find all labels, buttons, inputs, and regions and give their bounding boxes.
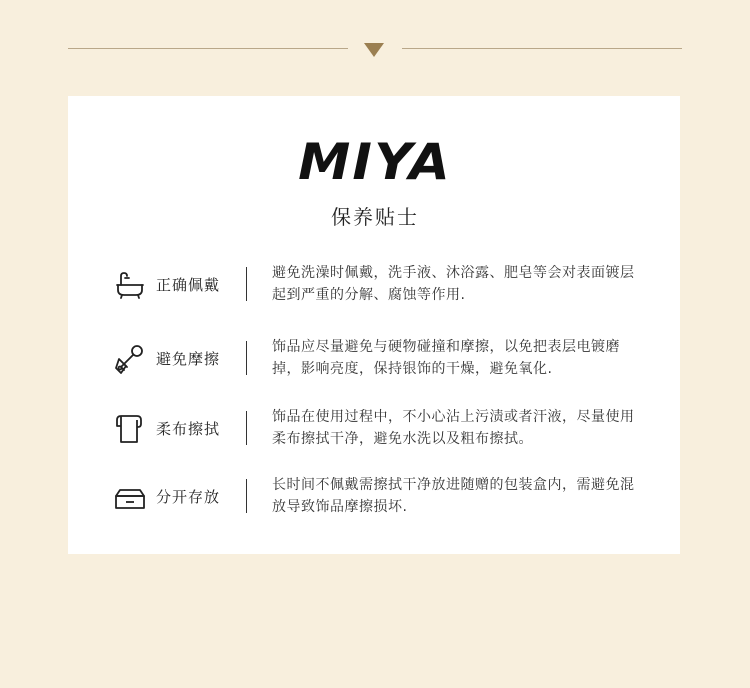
tip-row-friction	[0, 336, 750, 396]
tip-separator	[246, 341, 247, 375]
tip-separator	[246, 411, 247, 445]
tip-row-wearing	[0, 262, 750, 322]
page-title: 保养贴士	[331, 205, 419, 229]
tip-separator	[246, 267, 247, 301]
triangle-ornament-icon	[364, 43, 384, 57]
tip-description: 长时间不佩戴需擦拭干净放进随赠的包装盒内，需避免混放导致饰品摩擦损坏.	[272, 477, 635, 515]
cloth-icon	[113, 412, 147, 446]
keys-icon	[113, 342, 147, 376]
tip-separator	[246, 479, 247, 513]
header-divider-right	[402, 48, 682, 49]
bathtub-icon	[113, 268, 147, 302]
header-divider-left	[68, 48, 348, 49]
tip-row-wipe	[0, 406, 750, 466]
tip-title: 正确佩戴	[156, 276, 221, 294]
tip-description: 避免洗澡时佩戴，洗手液、沐浴露、肥皂等会对表面镀层起到严重的分解、腐蚀等作用.	[272, 265, 635, 303]
tip-title: 柔布擦拭	[156, 420, 221, 438]
tip-row-storage	[0, 474, 750, 534]
tip-title: 分开存放	[156, 488, 221, 506]
storage-box-icon	[113, 480, 147, 514]
tip-title: 避免摩擦	[156, 350, 221, 368]
tip-description: 饰品应尽量避免与硬物碰撞和摩擦，以免把表层电镀磨掉，影响亮度，保持银饰的干燥，避免氧化.	[272, 339, 620, 377]
tip-description: 饰品在使用过程中，不小心沾上污渍或者汗液，尽量使用柔布擦拭干净，避免水洗以及粗布擦拭。	[272, 409, 635, 447]
brand-logo: MIYA	[298, 133, 452, 191]
